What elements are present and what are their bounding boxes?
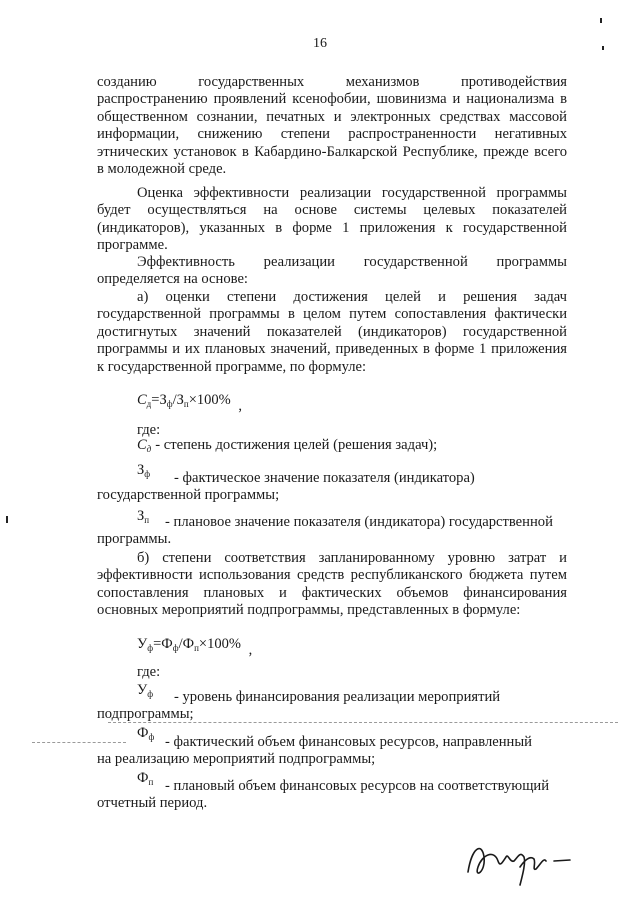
- formula2-comma: ,: [248, 642, 253, 658]
- paragraph-3: Эффективность реализации государственной программы определяется на основе:: [97, 254, 567, 288]
- def-zp-text: - плановое значение показателя (индикатора) государственной: [165, 514, 553, 530]
- handwritten-signature: [460, 827, 580, 887]
- def-ff-symbol: $Ф_ф$: [137, 725, 155, 742]
- def-zp-symbol: $З_п$: [137, 508, 150, 525]
- paragraph-4-block: [97, 289, 567, 376]
- def-cd-text: - степень достижения целей (решения задач);: [155, 437, 438, 453]
- margin-mark-left: [6, 516, 8, 523]
- formula1-eq: =З: [151, 392, 167, 408]
- def-fp: [97, 778, 567, 813]
- def-ff-text: - фактический объем финансовых ресурсов, направленный: [165, 734, 532, 750]
- formula1-f-sub: ф: [166, 399, 173, 409]
- def-uf: [97, 689, 567, 724]
- def-fp-symbol: $Ф_п$: [137, 770, 154, 787]
- where-label-2: где:: [137, 664, 161, 680]
- def-cd: [137, 437, 437, 454]
- def-ff: [97, 734, 567, 769]
- paragraph-3-block: [97, 254, 567, 289]
- def-uf-symbol: $У_ф$: [137, 682, 154, 699]
- def-zf-cont: государственной программы;: [97, 487, 280, 504]
- formula1-lhs-sub: д: [146, 399, 152, 409]
- paragraph-4: а) оценки степени достижения целей и решения задач государственной программы в целом путем сопоставления фактически достигнутых значений показателей (индикаторов) государственной программы и их плановых значений, приведенных в форме 1 приложения к государственной программе, по формуле:: [97, 289, 567, 375]
- formula1-lhs: С: [137, 392, 147, 408]
- paragraph-1: созданию государственных механизмов противодействия распространению проявлений ксенофобии, шовинизма и национализма в общественном сознании, печатных и электронных средствах массовой информации, снижению степени распространенности негативных этнических установок в Кабардино-Балкарской Республике, прежде всего в молодежной среде.: [97, 74, 567, 178]
- paragraph-2-block: [97, 185, 567, 255]
- def-zp: [97, 514, 567, 549]
- def-zf-text: - фактическое значение показателя (индикатора): [174, 470, 475, 486]
- paragraph-5: б) степени соответствия запланированному уровню затрат и эффективности использования средств республиканского бюджета путем сопоставления плановых и фактических объемов финансирования основных мероприятий подпрограммы, представленных в формуле:: [97, 550, 567, 619]
- def-zp-cont: программы.: [97, 531, 172, 548]
- margin-mark-top-right-2: [602, 46, 604, 50]
- paragraph-1-block: [97, 74, 567, 178]
- def-cd-symbol: $С_д$: [137, 437, 152, 454]
- def-ff-cont: на реализацию мероприятий подпрограммы;: [97, 751, 376, 768]
- formula2-lhs: У: [137, 636, 148, 652]
- paragraph-2: Оценка эффективности реализации государственной программы будет осуществляться на основе системы целевых показателей (индикаторов), указанных в форме 1 приложения к государственной программе.: [97, 185, 567, 254]
- formula2-slash: /Ф: [178, 636, 195, 652]
- def-uf-cont: подпрограммы;: [97, 706, 194, 723]
- def-zf: [97, 470, 567, 505]
- def-fp-text: - плановый объем финансовых ресурсов на соответствующий: [165, 778, 550, 794]
- formula1-slash: /З: [172, 392, 184, 408]
- def-uf-text: - уровень финансирования реализации мероприятий: [174, 689, 501, 705]
- formula2-f-sub: ф: [172, 643, 179, 653]
- formula2-p-sub: п: [194, 643, 199, 653]
- formula-achievement: [137, 392, 242, 414]
- formula1-comma: ,: [238, 398, 242, 414]
- formula1-rest: ×100%: [188, 392, 231, 408]
- formula2-eq: =Ф: [153, 636, 173, 652]
- scan-line-1: [108, 722, 618, 723]
- def-zf-symbol: $З_ф$: [137, 462, 151, 479]
- paragraph-5-block: [97, 550, 567, 620]
- formula2-rest: ×100%: [198, 636, 241, 652]
- margin-mark-top-right-1: [600, 18, 602, 23]
- def-fp-cont: отчетный период.: [97, 795, 208, 812]
- page-number: 16: [313, 36, 327, 51]
- formula2-lhs-sub: ф: [147, 643, 154, 653]
- where-label-1: где:: [137, 422, 161, 438]
- formula1-p-sub: п: [183, 399, 189, 409]
- formula-financing: [137, 636, 253, 658]
